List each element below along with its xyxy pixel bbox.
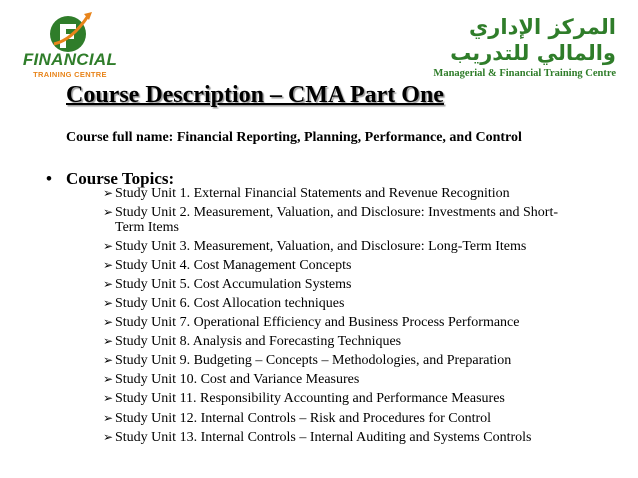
arrow-bullet-icon: ➢ — [103, 276, 114, 291]
arrow-bullet-icon: ➢ — [103, 334, 114, 349]
study-unit-item: ➢ Study Unit 13. Internal Controls – Internal Auditing and Systems Controls — [103, 429, 532, 445]
study-unit-item: ➢ Study Unit 4. Cost Management Concepts — [103, 257, 352, 273]
financial-training-centre-logo — [14, 10, 124, 82]
arrow-bullet-icon: ➢ — [103, 257, 114, 272]
arrow-bullet-icon: ➢ — [103, 205, 114, 220]
study-unit-item: ➢ Study Unit 9. Budgeting – Concepts – Methodologies, and Preparation — [103, 353, 512, 369]
arrow-bullet-icon: ➢ — [103, 410, 114, 425]
study-unit-item: ➢ Study Unit 7. Operational Efficiency and Business Process Performance — [103, 315, 520, 331]
study-unit-item: ➢ Study Unit 1. External Financial Statements and Revenue Recognition — [103, 186, 510, 201]
arrow-bullet-icon: ➢ — [103, 315, 114, 330]
logo-brand-subtitle: TRAINING CENTRE — [33, 70, 107, 79]
study-unit-item: ➢ Study Unit 3. Measurement, Valuation, and Disclosure: Long-Term Items — [103, 238, 527, 254]
course-topics-label: Course Topics: — [66, 169, 175, 188]
managerial-financial-logo — [386, 14, 616, 79]
logo-emblem-icon — [48, 10, 94, 54]
study-unit-item: ➢ Study Unit 11. Responsibility Accounting and Performance Measures — [103, 391, 505, 407]
study-unit-item: ➢ Study Unit 10. Cost and Variance Measures — [103, 372, 360, 388]
study-unit-item: ➢ Study Unit 8. Analysis and Forecasting Techniques — [103, 334, 402, 350]
logo-arabic-name: المركز الإداري والمالي للتدريب — [450, 15, 616, 65]
study-unit-item: ➢ Study Unit 5. Cost Accumulation Systems — [103, 276, 352, 292]
arrow-bullet-icon: ➢ — [103, 186, 114, 200]
study-unit-item: ➢ Study Unit 12. Internal Controls – Risk and Procedures for Control — [103, 410, 492, 426]
arrow-bullet-icon: ➢ — [103, 372, 114, 387]
study-unit-item: ➢ Study Unit 2. Measurement, Valuation, and Disclosure: Investments and Short-Term Items — [103, 205, 559, 235]
arrow-bullet-icon: ➢ — [103, 238, 114, 253]
course-full-name: Course full name: Financial Reporting, Planning, Performance, and Control — [66, 130, 522, 145]
logo-english-name: Managerial & Financial Training Centre — [433, 68, 616, 79]
arrow-bullet-icon: ➢ — [103, 353, 114, 368]
study-unit-list — [103, 186, 583, 449]
logo-brand-name: FINANCIAL — [22, 50, 118, 69]
bullet-icon: • — [46, 169, 52, 188]
arrow-bullet-icon: ➢ — [103, 295, 114, 310]
arrow-bullet-icon: ➢ — [103, 429, 114, 444]
slide-title: Course Description – CMA Part One — [66, 82, 444, 108]
study-unit-item: ➢ Study Unit 6. Cost Allocation techniques — [103, 295, 345, 311]
arrow-bullet-icon: ➢ — [103, 391, 114, 406]
